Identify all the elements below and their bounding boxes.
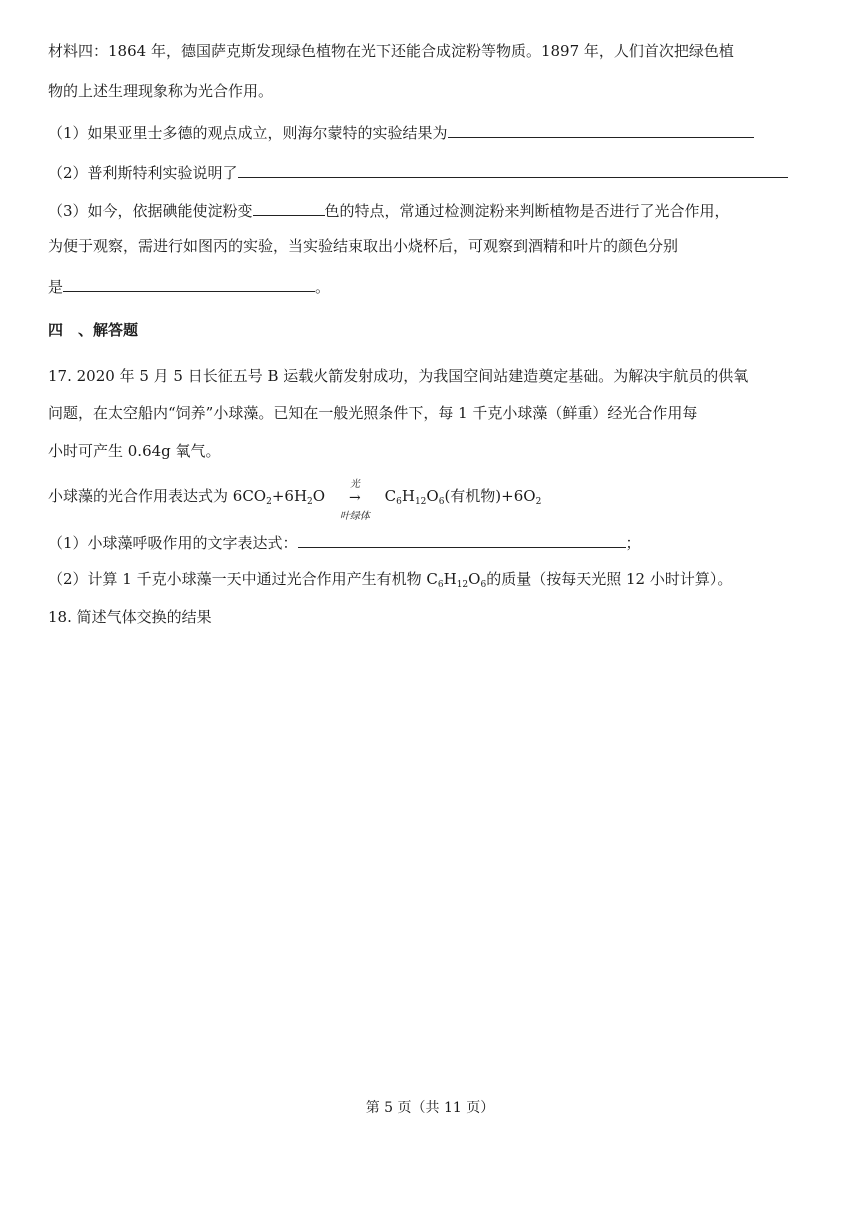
formula-product: H [401,487,415,505]
answer-blank-3a[interactable] [253,199,325,216]
q17-sub2 [48,569,732,589]
formula-o: O [312,487,326,505]
question-2-text: （2）普利斯特利实验说明了 [48,164,238,182]
formula-product-rest: (有机物)+6O [444,487,536,505]
reaction-arrow [330,479,380,522]
photosynthesis-formula [48,479,542,522]
material4-line1: 材料四：1864 年，德国萨克斯发现绿色植物在光下还能合成淀粉等物质。1897 年，人们首次把绿色植 [48,42,734,60]
reaction-condition-light: 光 [349,479,360,490]
question-3-part-a: （3）如今，依据碘能使淀粉变 [48,202,253,220]
formula-sub: 12 [414,497,427,507]
question-3-line1 [48,199,730,221]
q17-line2: 问题，在太空船内“饲养”小球藻。已知在一般光照条件下，每 1 千克小球藻（鲜重）经光合作用每 [48,404,698,422]
formula-sub: 12 [456,580,469,590]
formula-o: O [468,570,481,588]
answer-blank-2[interactable] [238,161,788,178]
q17-sub1 [48,531,641,553]
formula-reactant-co2: 小球藻的光合作用表达式为 6CO [48,487,267,505]
answer-blank-1[interactable] [448,121,754,138]
question-1-text: （1）如果亚里士多德的观点成立，则海尔蒙特的实验结果为 [48,124,448,142]
question-3-line3 [48,275,330,297]
answer-blank-3b[interactable] [63,275,315,292]
question-3-suffix: 。 [315,278,331,296]
material4-line2: 物的上述生理现象称为光合作用。 [48,82,274,100]
formula-sub: 2 [535,497,542,507]
formula-sub: 2 [307,497,313,507]
reaction-condition-chloroplast: 叶绿体 [339,511,370,522]
formula-sub: 2 [266,497,272,507]
formula-product: O [426,487,439,505]
q17-sub2-text: （2）计算 1 千克小球藻一天中通过光合作用产生有机物 C [48,570,438,588]
question-3-part-b: 色的特点，常通过检测淀粉来判断植物是否进行了光合作用， [324,202,730,220]
question-2 [48,161,788,183]
formula-sub: 6 [396,497,402,507]
formula-product: C [384,487,397,505]
answer-blank-4[interactable] [298,531,626,548]
q17-sub1-end: ； [625,534,641,552]
formula-sub: 6 [438,497,445,507]
q17-line3: 小时可产生 0.64g 氧气。 [48,442,221,460]
q17-line1: 17. 2020 年 5 月 5 日长征五号 B 运载火箭发射成功，为我国空间站建造奠定基础。为解决宇航员的供氧 [48,367,749,385]
question-1 [48,121,754,143]
formula-sub: 6 [480,580,487,590]
question-3-line2: 为便于观察，需进行如图丙的实验，当实验结束取出小烧杯后，可观察到酒精和叶片的颜色分别 [48,237,679,255]
formula-sub: 6 [437,580,444,590]
formula-h: H [443,570,457,588]
question-3-prefix: 是 [48,278,64,296]
section-heading: 四 、解答题 [48,321,139,339]
question-18: 18. 简述气体交换的结果 [48,608,212,626]
q17-sub2-suffix: 的质量（按每天光照 12 小时计算）。 [486,570,733,588]
page-footer: 第 5 页（共 11 页） [365,1100,495,1116]
q17-sub1-text: （1）小球藻呼吸作用的文字表达式： [48,534,298,552]
formula-reactant-h2o: +6H [271,487,308,505]
arrow-icon: → [348,490,361,506]
